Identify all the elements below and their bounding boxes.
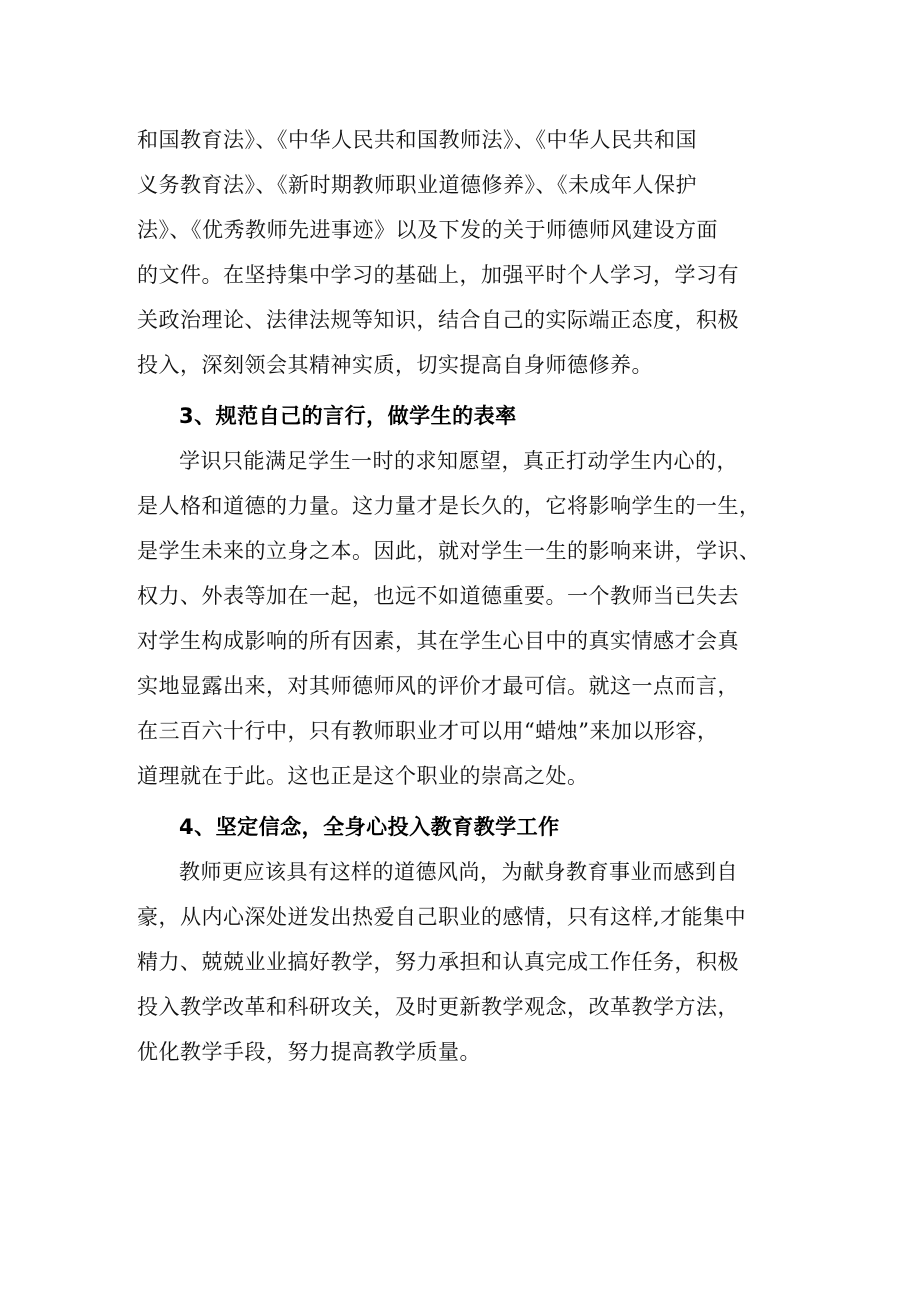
text-line: 实地显露出来，对其师德师风的评价才最可信。就这一点而言， <box>137 674 739 698</box>
text-line: 义务教育法》、《新时期教师职业道德修养》、《未成年人保护 <box>137 173 697 197</box>
text-line: 权力、外表等加在一起，也远不如道德重要。一个教师当已失去 <box>137 584 739 608</box>
section-heading-3: 3、规范自己的言行，做学生的表率 <box>179 404 517 428</box>
text-line: 对学生构成影响的所有因素，其在学生心目中的真实情感才会真 <box>137 629 739 653</box>
text-line: 豪，从内心深处迸发出热爱自己职业的感情，只有这样,才能集中 <box>137 905 747 929</box>
text-line: 学识只能满足学生一时的求知愿望，真正打动学生内心的， <box>179 449 738 473</box>
paragraph-law-study <box>137 118 797 388</box>
text-line: 在三百六十行中，只有教师职业才可以用“蜡烛”来加以形容， <box>137 719 719 743</box>
section-heading-4: 4、坚定信念，全身心投入教育教学工作 <box>179 815 560 839</box>
text-line: 和国教育法》、《中华人民共和国教师法》、《中华人民共和国 <box>137 128 697 152</box>
text-line: 法》、《优秀教师先进事迹》以及下发的关于师德师风建设方面 <box>137 218 718 242</box>
text-line: 是学生未来的立身之本。因此，就对学生一生的影响来讲，学识、 <box>137 539 761 563</box>
text-line: 精力、兢兢业业搞好教学，努力承担和认真完成工作任务，积极 <box>137 950 739 974</box>
text-line: 投入教学改革和科研攻关，及时更新教学观念，改革教学方法， <box>137 995 739 1019</box>
text-line: 的文件。在坚持集中学习的基础上，加强平时个人学习，学习有 <box>137 263 739 287</box>
document-page <box>137 118 797 1075</box>
paragraph-dedication <box>137 850 797 1075</box>
text-line: 教师更应该具有这样的道德风尚，为献身教育事业而感到自 <box>179 860 738 884</box>
text-line: 道理就在于此。这也正是这个职业的崇高之处。 <box>137 764 589 788</box>
paragraph-role-model <box>137 439 797 799</box>
text-line: 优化教学手段，努力提高教学质量。 <box>137 1040 481 1064</box>
text-line: 关政治理论、法律法规等知识，结合自己的实际端正态度，积极 <box>137 308 739 332</box>
text-line: 是人格和道德的力量。这力量才是长久的，它将影响学生的一生， <box>137 494 761 518</box>
text-line: 投入，深刻领会其精神实质，切实提高自身师德修养。 <box>137 353 653 377</box>
